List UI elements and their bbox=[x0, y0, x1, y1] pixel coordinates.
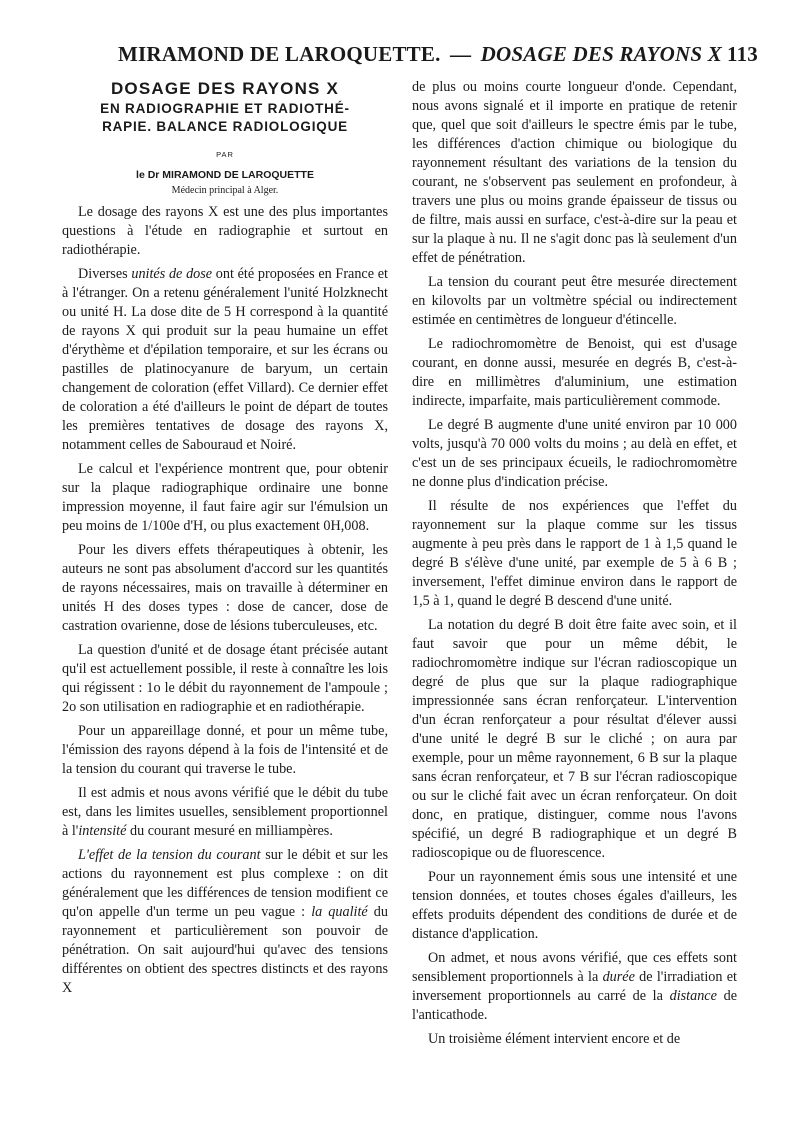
paragraph: Pour les divers effets thérapeutiques à obtenir, les auteurs ne sont pas absolument d'accord sur les quantités de rayons nécessaires, mais on travaille à déterminer en unités H des doses types : dose de cancer, dose de castration ovarienne, dose de lésions tuberculeuses, etc. bbox=[62, 542, 388, 634]
paragraph: Il résulte de nos expériences que l'effet du rayonnement sur la plaque comme sur les tissus augmente à peu près dans le rapport de 1 à 1,5 quand le degré B s'élève d'une unité, par exemple de 5 à 6 B ; inversement, l'effet diminue environ dans le rapport de 1,5 à 1, quand le degré B descend d'une unité. bbox=[412, 498, 737, 609]
emphasis: distance bbox=[669, 988, 717, 1004]
paragraph: La tension du courant peut être mesurée directement en kilovolts par un voltmètre spécial ou indirectement estimée en centimètres de longueur d'étincelle. bbox=[412, 274, 737, 328]
paragraph: Le calcul et l'expérience montrent que, pour obtenir sur la plaque radiographique ordinaire une bonne impression moyenne, il faut faire agir sur l'émulsion un peu moins de 1/100e d'H, ou plus exactement 0H,008. bbox=[62, 461, 388, 534]
emphasis: durée bbox=[602, 969, 635, 985]
text-run: de l'irradiation et inversement proportionnels au carré de la bbox=[412, 969, 737, 1004]
text-run: On admet, et nous avons vérifié, que ces effets sont sensiblement proportionnels à la bbox=[412, 950, 737, 985]
emphasis: L'effet de la tension du courant bbox=[78, 847, 261, 863]
paragraph: Le degré B augmente d'une unité environ par 10 000 volts, jusqu'à 70 000 volts du moins ; au delà en effet, et c'est un de ses principaux écueils, le radiochromomètre ne donne plus d'indication précise. bbox=[412, 417, 737, 490]
emphasis: intensité bbox=[78, 823, 127, 839]
paragraph: Pour un rayonnement émis sous une intensité et une tension données, et toutes choses égales d'ailleurs, les effets produits dépendent des conditions de durée et de distance d'application. bbox=[412, 869, 737, 942]
article-author: le Dr MIRAMOND DE LAROQUETTE bbox=[136, 169, 314, 181]
byline: PAR bbox=[216, 150, 234, 159]
author-affiliation: Médecin principal à Alger. bbox=[171, 185, 279, 196]
article-subtitle-line1: EN RADIOGRAPHIE ET RADIOTHÉ- bbox=[100, 101, 350, 116]
article-title: DOSAGE DES RAYONS X bbox=[110, 79, 340, 98]
paragraph bbox=[62, 784, 388, 841]
paragraph bbox=[412, 949, 737, 1025]
paragraph bbox=[62, 846, 388, 998]
paragraph: La notation du degré B doit être faite avec soin, et il faut savoir que pour un même débit, le radiochromomètre indique sur l'écran radioscopique un degré de plus que sur la plaque radiographique impressionnée sans écran renforçateur. L'intervention d'un écran renforçateur a pour résultat d'élever aussi d'une unité le degré B sur le cliché ; on aura par exemple, pour un même rayonnement, 6 B sur la plaque sans écran renforçateur, et 7 B sur l'écran radioscopique ou sur le cliché fait avec un écran renforçateur. On doit donc, en pratique, distinguer, comme nous l'avons spécifié, un degré B radiographique et un degré B radioscopique ou de fluorescence. bbox=[412, 617, 737, 861]
text-run: sur le débit et sur les actions du rayonnement est plus complexe : on dit généralement que les différences de tension modifient ce qu'on appelle d'un terme un peu vague : bbox=[62, 847, 388, 920]
text-run: du rayonnement et particulièrement son pouvoir de pénétration. On sait aujourd'hui qu'avec des tensions différentes on obtient des spectres distincts et des rayons X bbox=[62, 904, 388, 996]
article-subtitle-line2: RAPIE. BALANCE RADIOLOGIQUE bbox=[102, 119, 348, 134]
paragraph: La question d'unité et de dosage étant précisée autant qu'il est actuellement possible, il reste à connaître les lois qui régissent : 1o le débit du rayonnement de l'ampoule ; 2o son utilisation en radiographie et en radiothérapie. bbox=[62, 642, 388, 715]
left-column bbox=[62, 78, 388, 998]
paragraph bbox=[62, 265, 388, 455]
paragraph: Le dosage des rayons X est une des plus importantes questions à l'étude en radiographie et surtout en radiothérapie. bbox=[62, 204, 388, 258]
text-run: Il est admis et nous avons vérifié que le débit du tube est, dans les limites usuelles, sensiblement proportionnel à l' bbox=[62, 785, 388, 839]
article-title-block bbox=[62, 78, 388, 197]
header-title: DOSAGE DES RAYONS X bbox=[480, 42, 722, 66]
paragraph: Un troisième élément intervient encore et de bbox=[428, 1031, 681, 1047]
paragraph: de plus ou moins courte longueur d'onde. Cependant, nous avons signalé et il importe en pratique de retenir que, quel que soit d'ailleurs le spectre émis par le tube, les différences d'action chimique ou biologique du rayonnement résultant des variations de la tension du courant, ne s'observent pas seulement en profondeur, à travers une plus ou moins grande épaisseur de tissus ou de filtre, mais aussi en surface, c'est-à-dire sur la peau et sur la plaque à nu. Il ne s'agit donc pas là seulement d'un effet de pénétration. bbox=[412, 79, 737, 266]
paragraph: Le radiochromomètre de Benoist, qui est d'usage courant, en donne aussi, mesurée en degrés B, c'est-à-dire en millimètres d'aluminium, une estimation indirecte, imparfaite, mais particulièrement commode. bbox=[412, 336, 737, 409]
emphasis: unités de dose bbox=[131, 266, 213, 282]
text-run: de l'anticathode. bbox=[412, 988, 737, 1023]
emphasis: la qualité bbox=[311, 904, 368, 920]
text-run: Diverses bbox=[78, 266, 132, 282]
text-run: ont été proposées en France et à l'étranger. On a retenu généralement l'unité Holzknecht ou unité H. La dose dite de 5 H correspond à la quantité de rayons X qui produit sur la peau humaine un effet d'érythème et d'épilation temporaire, et sur les écrans ou pastilles de platinocyanure de baryum, un certain changement de coloration (effet Villard). Ce dernier effet de coloration a été d'ailleurs le point de départ de toutes les premières tentatives de dosage des rayons X, notamment celles de Sabouraud et Noiré. bbox=[62, 266, 388, 453]
running-header bbox=[118, 42, 758, 67]
right-column bbox=[412, 78, 737, 1049]
header-author: MIRAMOND DE LAROQUETTE. bbox=[118, 42, 441, 66]
page-number: 113 bbox=[727, 42, 758, 66]
paragraph: Pour un appareillage donné, et pour un même tube, l'émission des rayons dépend à la fois de l'intensité et de la tension du courant qui traverse le tube. bbox=[62, 723, 388, 777]
header-separator: — bbox=[450, 42, 472, 66]
text-run: du courant mesuré en milliampères. bbox=[126, 823, 333, 839]
